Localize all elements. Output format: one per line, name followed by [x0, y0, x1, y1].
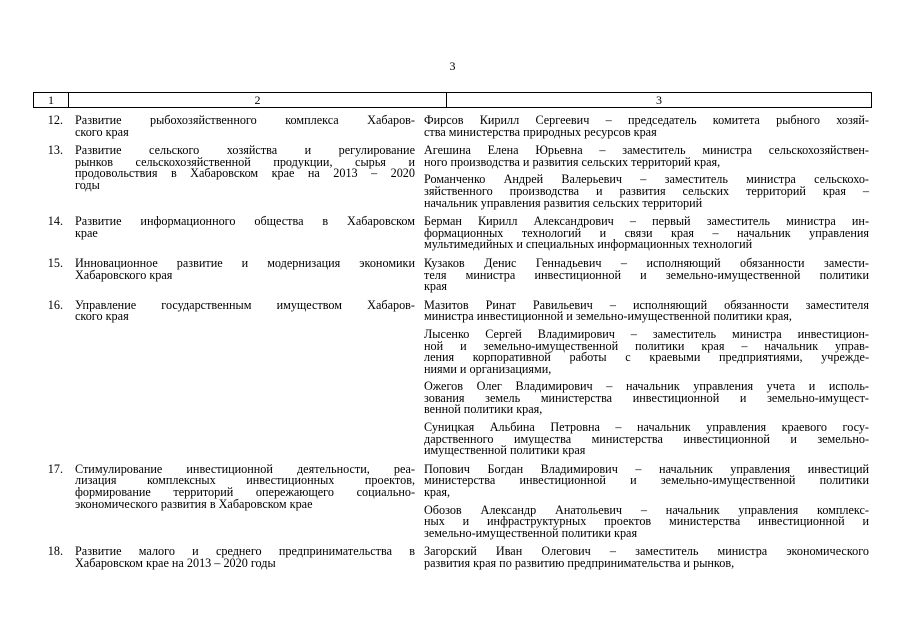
program-line: рынков сельскохозяйственной продукции, сырья и — [75, 154, 415, 169]
person-line: ства министерства природных ресурсов края — [424, 124, 657, 139]
program-line: Развитие рыбохозяйственного комплекса Хабаров- — [75, 113, 415, 127]
row-number: 15. — [47, 255, 63, 270]
person-line: Берман Кирилл Александрович – первый заместитель министра ин- — [424, 214, 869, 229]
person-line: края, — [424, 485, 451, 500]
responsible-person — [424, 297, 869, 324]
person-line: зования земель министерства инвестиционной и земельно-имущест- — [424, 390, 869, 405]
person-line: ления корпоративной работы с краевыми предприятиями, учрежде- — [424, 350, 869, 365]
program-line: ского края — [75, 309, 129, 324]
person-line: зяйственного производства и развития сельских территорий края – — [424, 183, 869, 198]
page-number: 3 — [449, 59, 456, 73]
table-row — [33, 297, 872, 458]
table-row — [33, 145, 872, 209]
program-line: формирование территорий опережающего социально- — [75, 485, 415, 500]
person-line: Попович Богдан Владимирович – начальник управления инвестиций — [424, 461, 869, 476]
responsible-person — [424, 115, 869, 138]
person-line: Агешина Елена Юрьевна – заместитель министра сельскохозяйствен- — [424, 143, 869, 158]
table-header — [33, 92, 872, 108]
responsible-persons — [424, 546, 869, 569]
program-name — [75, 297, 415, 324]
program-line: Развитие сельского хозяйства и регулирование — [75, 143, 415, 158]
responsible-person — [424, 461, 869, 500]
table-body — [33, 115, 872, 570]
responsible-person — [424, 422, 869, 457]
table-row — [33, 115, 872, 138]
program-name — [75, 216, 415, 239]
program-line: Инновационное развитие и модернизация экономики — [75, 255, 415, 270]
person-line: ниями и организациями, — [424, 361, 552, 376]
responsible-persons — [424, 115, 869, 138]
person-line: мультимедийных и специальных информационных технологий — [424, 237, 753, 252]
row-number: 17. — [47, 461, 63, 476]
person-line: края — [424, 279, 448, 294]
responsible-person — [424, 145, 869, 168]
responsible-persons — [424, 297, 869, 458]
program-name — [75, 546, 415, 569]
person-line: министра инвестиционной и земельно-имущественной политики края, — [424, 309, 792, 324]
person-line: развития края по развитию предпринимательства и рынков, — [424, 556, 735, 570]
header-col-2: 2 — [69, 93, 447, 107]
responsible-person — [424, 326, 869, 376]
person-line: имущественной политики края — [424, 443, 586, 458]
program-line: ского края — [75, 124, 129, 139]
table-row — [33, 461, 872, 540]
person-line: дарственного имущества министерства инвестиционной и земельно- — [424, 431, 869, 446]
responsible-persons — [424, 216, 869, 251]
program-line: Управление государственным имуществом Хабаров- — [75, 297, 415, 312]
program-line: Стимулирование инвестиционной деятельности, реа- — [75, 461, 415, 476]
person-line: Ожегов Олег Владимирович – начальник управления учета и исполь- — [424, 379, 869, 394]
program-name — [75, 255, 415, 282]
row-number: 18. — [47, 544, 63, 559]
person-line: формационных технологий и связи края – начальник управления — [424, 225, 869, 240]
program-line: Развитие малого и среднего предпринимательства в — [75, 544, 415, 559]
row-number: 13. — [47, 143, 63, 158]
person-line: начальник управления развития сельских территорий — [424, 195, 703, 210]
person-line: Мазитов Ринат Равильевич – исполняющий обязанности заместителя — [424, 297, 869, 312]
person-line: ного производства и развития сельских территорий края, — [424, 154, 721, 169]
responsible-person — [424, 546, 869, 569]
header-col-1: 1 — [34, 93, 69, 107]
row-number: 16. — [47, 297, 63, 312]
program-line: годы — [75, 177, 100, 192]
person-line: министерства инвестиционной и земельно-имущественной политики — [424, 473, 869, 488]
header-col-3: 3 — [656, 93, 662, 107]
person-line: Романченко Андрей Валерьевич – заместитель министра сельскохо- — [424, 172, 869, 187]
person-line: Суницкая Альбина Петровна – начальник управления краевого госу- — [424, 420, 869, 435]
person-line: теля министра инвестиционной и земельно-имущественной политики — [424, 267, 869, 282]
person-line: Фирсов Кирилл Сергеевич – председатель комитета рыбного хозяй- — [424, 113, 869, 127]
row-number: 14. — [47, 214, 63, 229]
person-line: Обозов Александр Анатольевич – начальник управления комплекс- — [424, 502, 869, 517]
responsible-persons — [424, 145, 869, 209]
table-row — [33, 216, 872, 251]
responsible-person — [424, 255, 869, 294]
responsible-person — [424, 502, 869, 540]
program-line: крае — [75, 225, 98, 240]
program-line: Развитие информационного общества в Хабаровском — [75, 214, 415, 229]
program-name — [75, 461, 415, 511]
row-number: 12. — [47, 113, 63, 127]
responsible-person — [424, 381, 869, 416]
table-row — [33, 546, 872, 569]
person-line: земельно-имущественной политики края — [424, 525, 638, 540]
table-row — [33, 255, 872, 294]
program-line: экономического развития в Хабаровском крае — [75, 496, 313, 511]
program-line: Хабаровском крае на 2013 – 2020 годы — [75, 556, 276, 570]
program-line: лизация комплексных инвестиционных проектов, — [75, 473, 415, 488]
program-line: продовольствия в Хабаровском крае на 2013 – 2020 — [75, 166, 415, 181]
person-line: ных и инфраструктурных проектов министерства инвестиционной и — [424, 514, 869, 529]
program-name — [75, 145, 415, 191]
person-line: Лысенко Сергей Владимирович – заместитель министра инвестицион- — [424, 326, 869, 341]
person-line: ной и земельно-имущественной политики края – начальник управ- — [424, 338, 869, 353]
person-line: венной политики края, — [424, 402, 543, 417]
person-line: Кузаков Денис Геннадьевич – исполняющий обязанности замести- — [424, 255, 869, 270]
program-line: Хабаровского края — [75, 267, 173, 282]
program-name — [75, 115, 415, 138]
responsible-person — [424, 174, 869, 209]
responsible-persons — [424, 461, 869, 540]
responsible-person — [424, 216, 869, 251]
responsible-persons — [424, 255, 869, 294]
person-line: Загорский Иван Олегович – заместитель министра экономического — [424, 544, 869, 559]
